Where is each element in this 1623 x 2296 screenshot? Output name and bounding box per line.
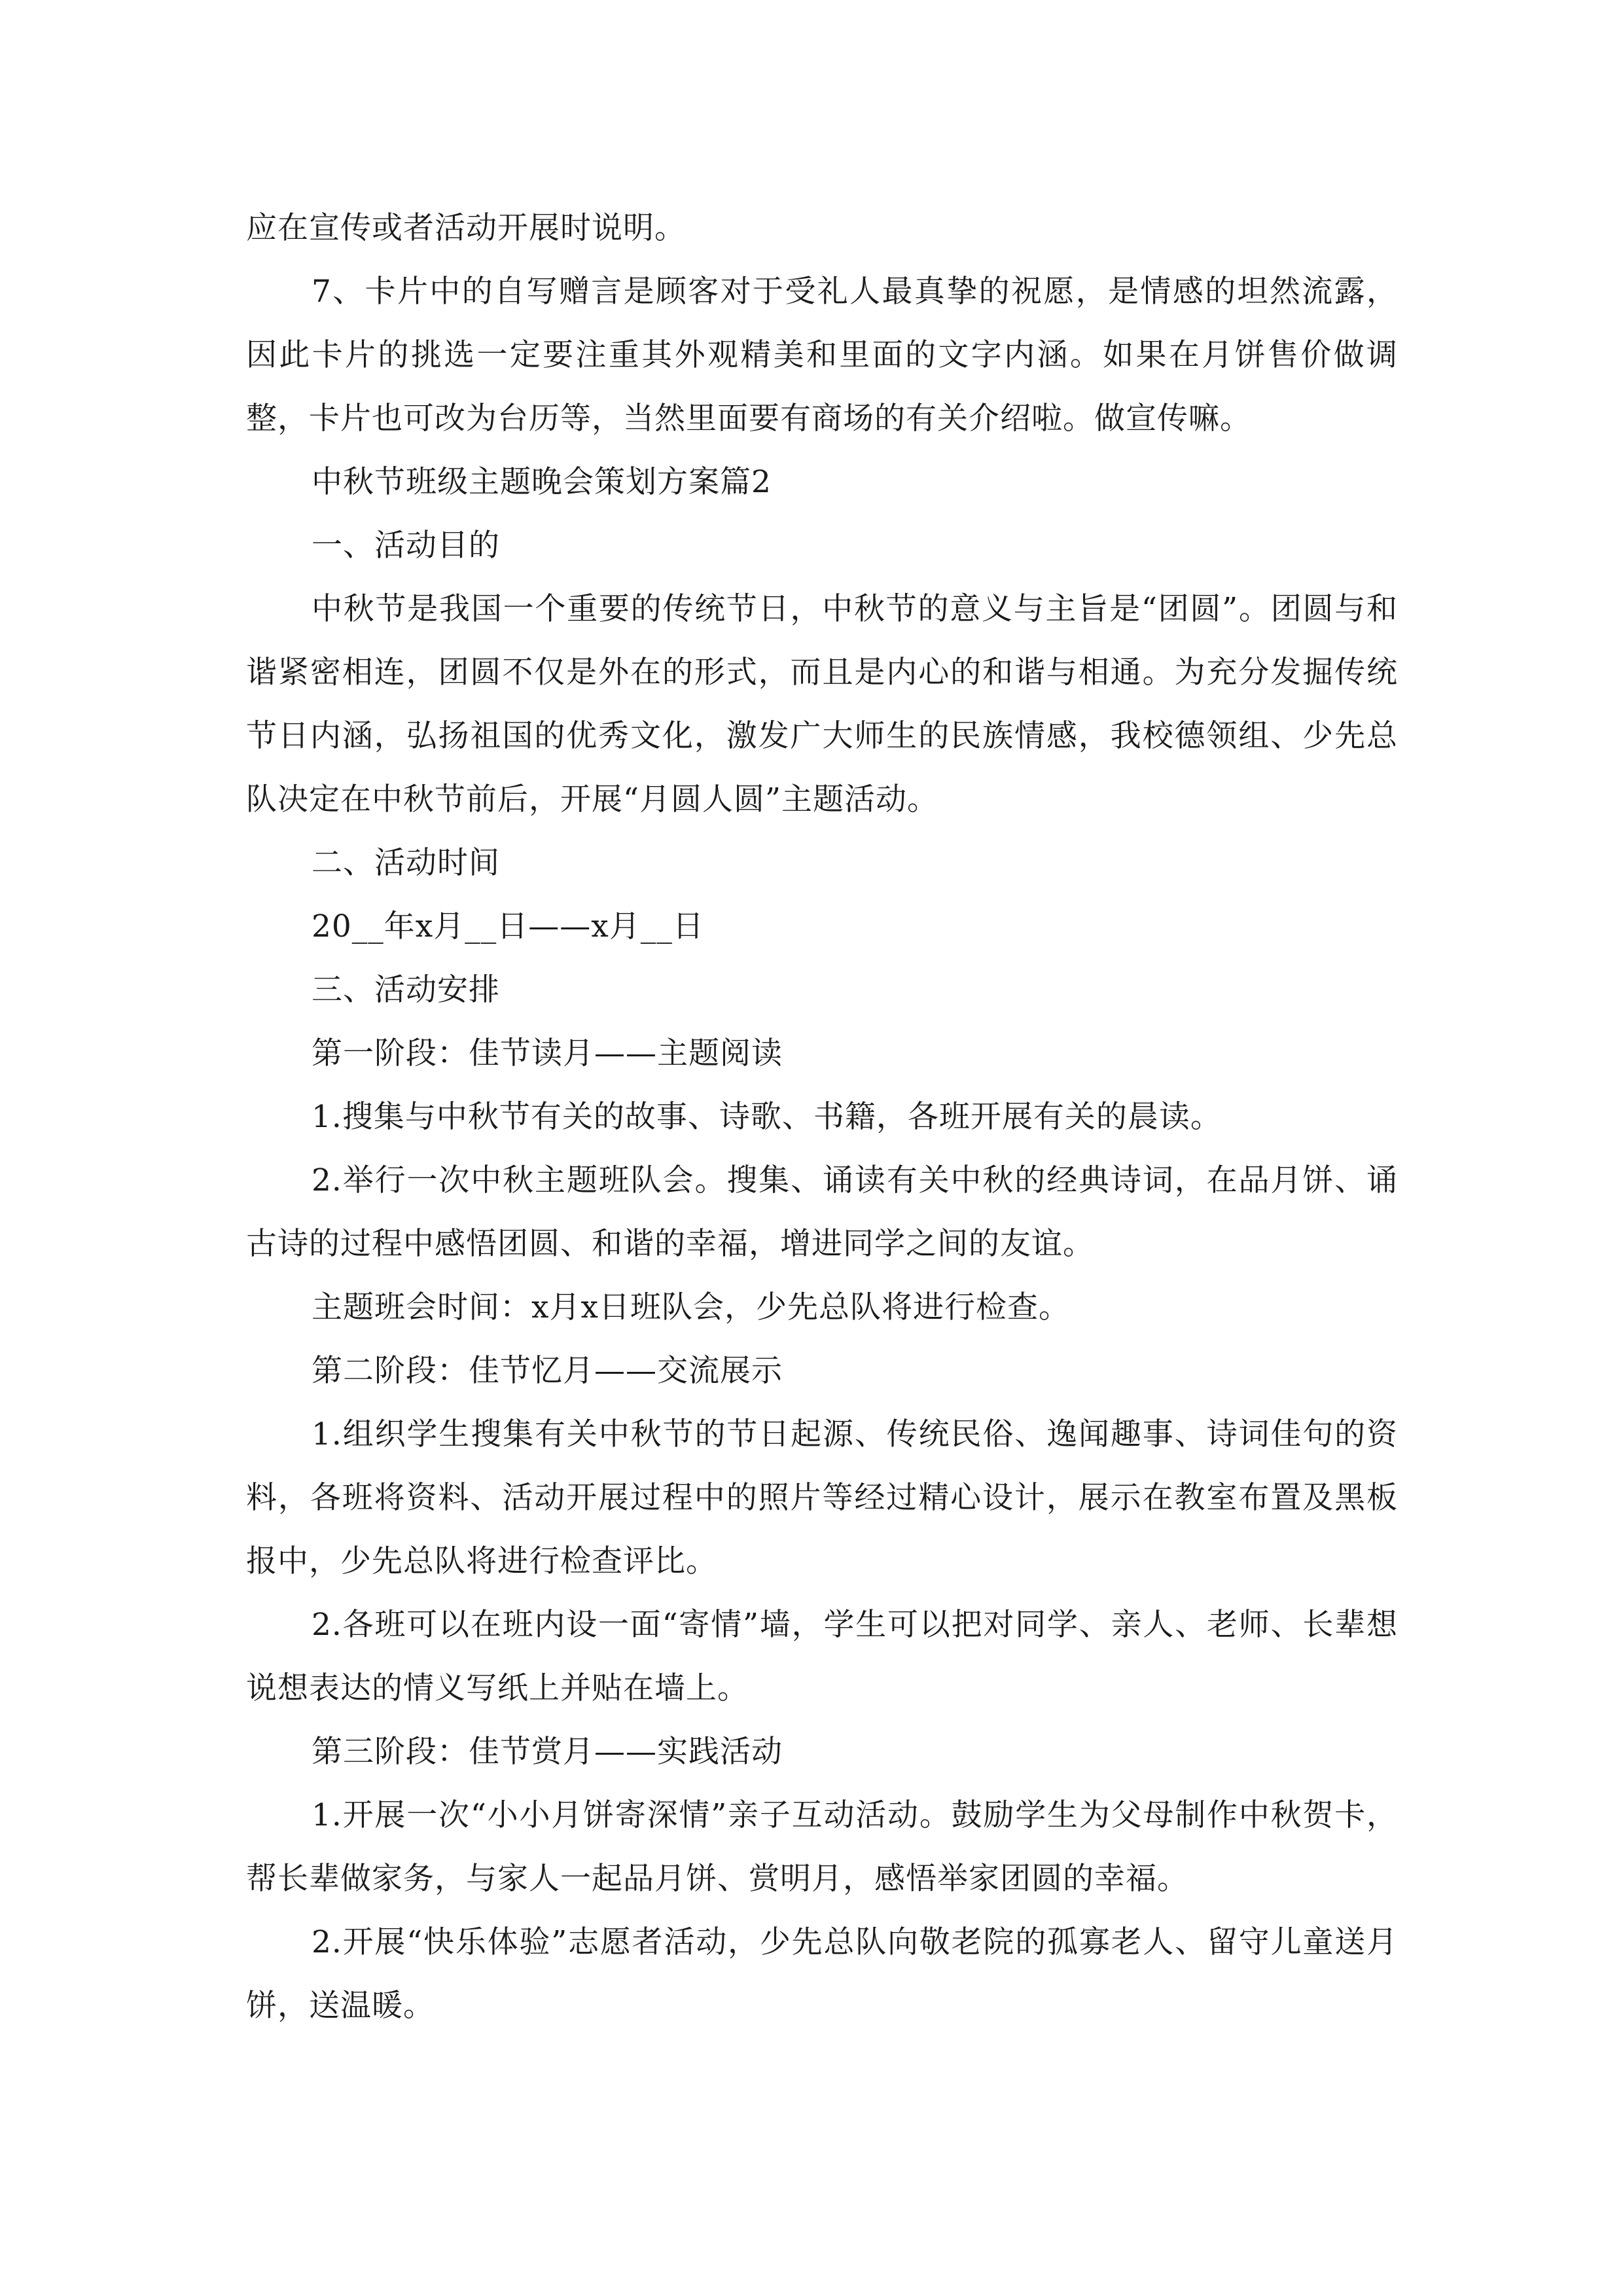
stage-2-title: 第二阶段：佳节忆月——交流展示: [312, 1353, 783, 1389]
stage-3-item-1: 1.开展一次“小小月饼寄深情”亲子互动活动。鼓励学生为父母制作中秋贺卡，帮长辈做家务，与家人一起品月饼、赏明月，感悟举家团圆的幸福。: [246, 1797, 1398, 1897]
stage-1-item-1: 1.搜集与中秋节有关的故事、诗歌、书籍，各班开展有关的晨读。: [312, 1099, 1222, 1135]
heading-time: 二、活动时间: [312, 845, 500, 881]
stage-1-note: 主题班会时间：x月x日班队会，少先总队将进行检查。: [312, 1289, 1071, 1325]
stage-2-item-2: 2.各班可以在班内设一面“寄情”墙，学生可以把对同学、亲人、老师、长辈想说想表达的情义写纸上并贴在墙上。: [246, 1607, 1398, 1706]
paragraph-1: 应在宣传或者活动开展时说明。: [246, 210, 686, 246]
stage-2-item-1: 1.组织学生搜集有关中秋节的节日起源、传统民俗、逸闻趣事、诗词佳句的资料，各班将资料、活动开展过程中的照片等经过精心设计，展示在教室布置及黑板报中，少先总队将进行检查评比。: [246, 1416, 1398, 1579]
section-title: 中秋节班级主题晚会策划方案篇2: [312, 464, 772, 500]
paragraph-2: 7、卡片中的自写赠言是顾客对于受礼人最真挚的祝愿，是情感的坦然流露，因此卡片的挑选一定要注重其外观精美和里面的文字内涵。如果在月饼售价做调整，卡片也可改为台历等，当然里面要有商场的有关介绍啦。做宣传嘛。: [246, 274, 1398, 437]
paragraph-purpose: 中秋节是我国一个重要的传统节日，中秋节的意义与主旨是“团圆”。团圆与和谐紧密相连，团圆不仅是外在的形式，而且是内心的和谐与相通。为充分发掘传统节日内涵，弘扬祖国的优秀文化，激发广大师生的民族情感，我校德领组、少先总队决定在中秋节前后，开展“月圆人圆”主题活动。: [246, 591, 1398, 817]
stage-3-title: 第三阶段：佳节赏月——实践活动: [312, 1734, 783, 1770]
document-body: [246, 196, 1398, 2037]
stage-3-item-2: 2.开展“快乐体验”志愿者活动，少先总队向敬老院的孤寡老人、留守儿童送月饼，送温暖。: [246, 1924, 1398, 2024]
stage-1-item-2: 2.举行一次中秋主题班队会。搜集、诵读有关中秋的经典诗词，在品月饼、诵古诗的过程中感悟团圆、和谐的幸福，增进同学之间的友谊。: [246, 1162, 1398, 1262]
heading-arrangement: 三、活动安排: [312, 972, 500, 1008]
paragraph-time: 20__年x月__日——x月__日: [312, 908, 704, 944]
heading-purpose: 一、活动目的: [312, 528, 500, 564]
stage-1-title: 第一阶段：佳节读月——主题阅读: [312, 1035, 783, 1071]
